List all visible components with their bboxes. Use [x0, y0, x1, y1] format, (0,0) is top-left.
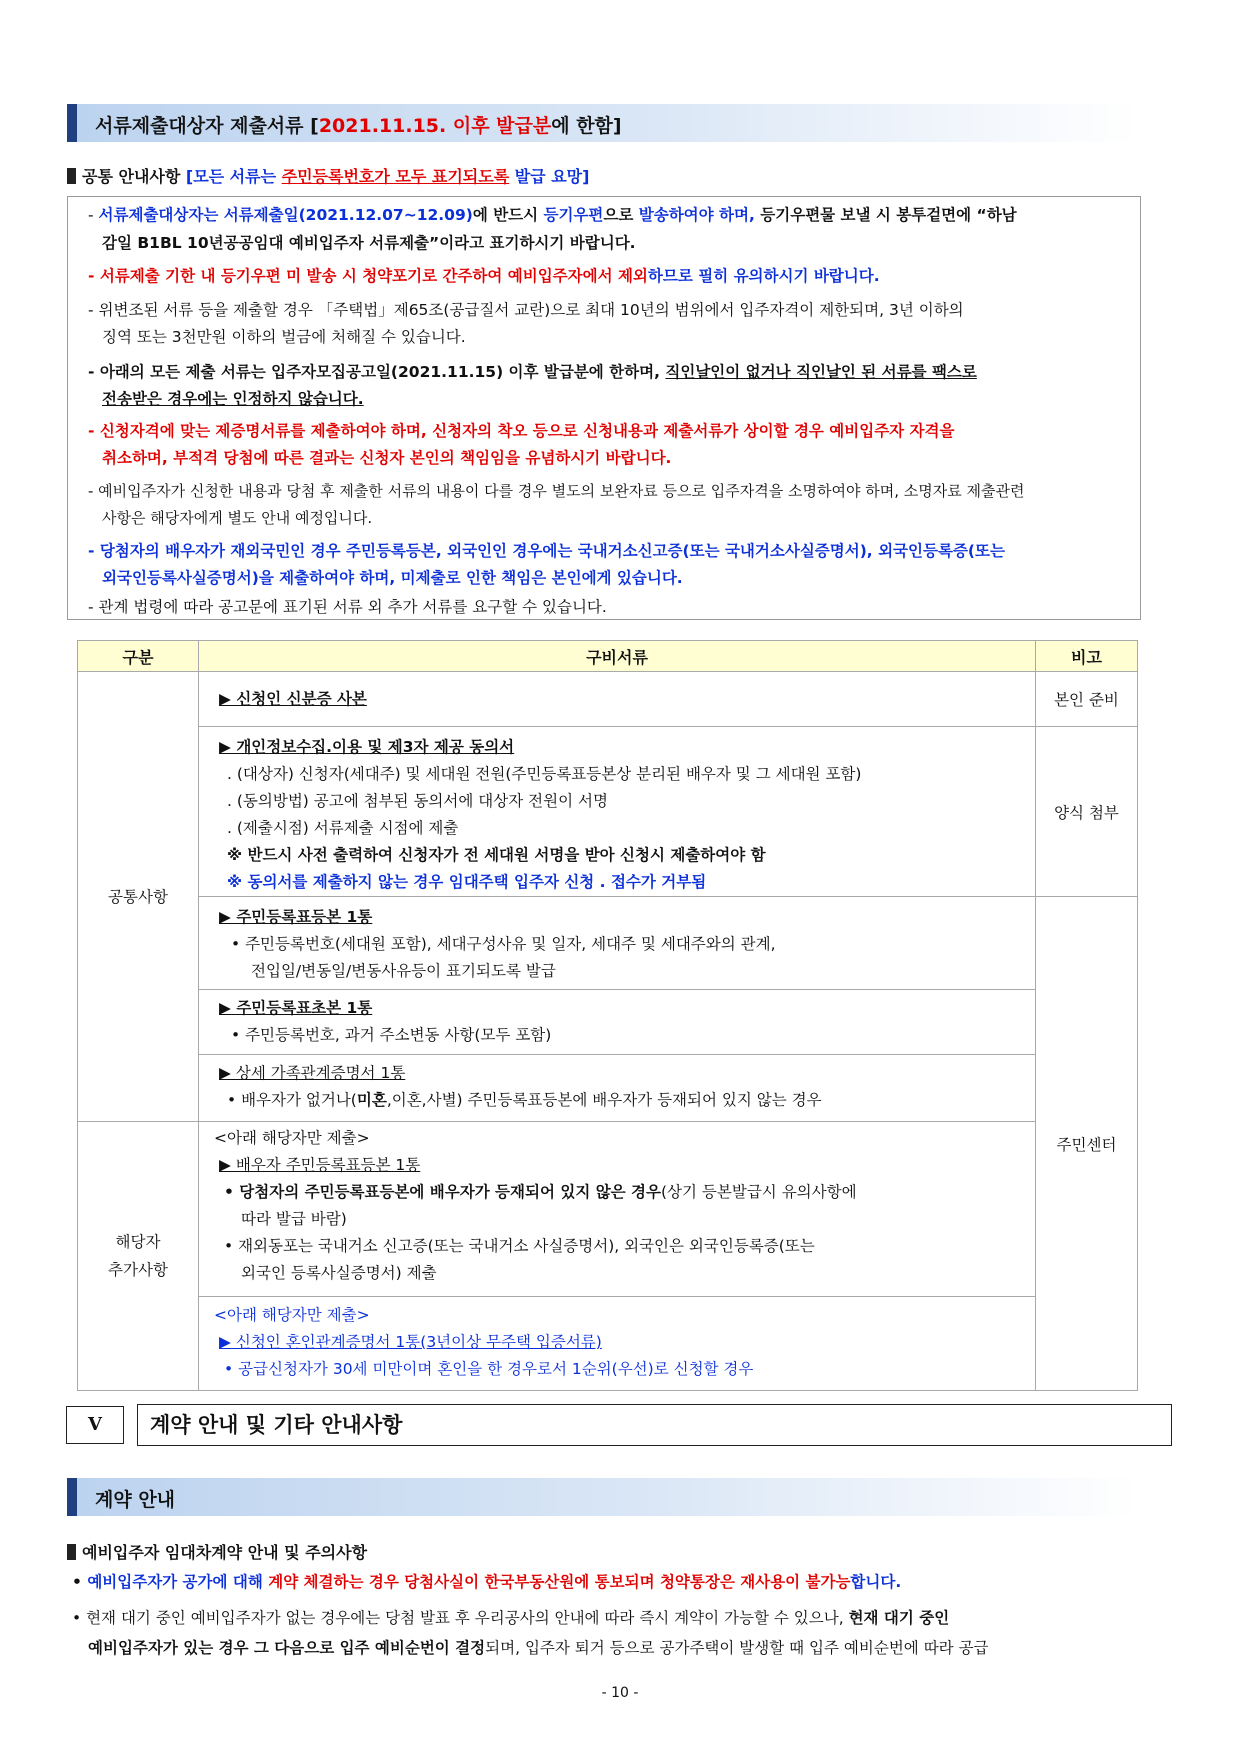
- square-bullet-icon: [67, 168, 76, 184]
- notice-line-4: - 아래의 모든 제출 서류는 입주자모집공고일(2021.11.15) 이후 발급분에 한하며, 직인날인이 없거나 직인날인 된 서류를 팩스로: [88, 363, 977, 381]
- doc-line: • 주민등록번호(세대원 포함), 세대구성사유 및 일자, 세대주 및 세대주와의 관계,: [231, 935, 776, 953]
- note-form-attached: 양식 첨부: [1036, 727, 1138, 897]
- contract-bullet-2b: 예비입주자가 있는 경우 그 다음으로 입주 예비순번이 결정되며, 입주자 퇴거 등으로 공가주택이 발생할 때 입주 예비순번에 따라 공급: [88, 1639, 989, 1657]
- category-extra-line-2: 추가사항: [108, 1261, 168, 1279]
- category-extra: [78, 1122, 199, 1391]
- notice-box: [67, 196, 1141, 620]
- section-heading-documents: [67, 104, 1140, 142]
- section-title: 서류제출대상자 제출서류 [2021.11.15. 이후 발급분에 한함]: [95, 115, 622, 137]
- note-self-prepare: 본인 준비: [1036, 672, 1138, 727]
- doc-warning: ※ 동의서를 제출하지 않는 경우 임대주택 입주자 신청 . 접수가 거부됨: [227, 873, 707, 891]
- notice-line-1b: 감일 B1BL 10년공공임대 예비입주자 서류제출”이라고 표기하시기 바랍니다.: [102, 234, 636, 252]
- doc-title: ▶ 배우자 주민등록표등본 1통: [219, 1156, 421, 1174]
- doc-line: 따라 발급 바람): [241, 1210, 347, 1228]
- notice-line-7b: 외국인등록사실증명서)을 제출하여야 하며, 미제출로 인한 책임은 본인에게 있습니다.: [102, 569, 683, 587]
- row-consent-form: [199, 727, 1036, 897]
- row-id-copy: [199, 672, 1036, 727]
- doc-title: ▶ 신청인 혼인관계증명서 1통(3년이상 무주택 입증서류): [219, 1333, 602, 1351]
- notice-line-3b: 징역 또는 3천만원 이하의 벌금에 처해질 수 있습니다.: [102, 328, 466, 346]
- note-community-center: 주민센터: [1036, 897, 1138, 1391]
- doc-warning: ※ 반드시 사전 출력하여 신청자가 전 세대원 서명을 받아 신청시 제출하여야 함: [227, 846, 766, 864]
- notice-line-7: - 당첨자의 배우자가 재외국민인 경우 주민등록등본, 외국인인 경우에는 국내거소신고증(또는 국내거소사실증명서), 외국인등록증(또는: [88, 542, 1005, 560]
- doc-line: • 공급신청자가 30세 미만이며 혼인을 한 경우로서 1순위(우선)로 신청할 경우: [224, 1360, 754, 1378]
- contract-heading-title: 계약 안내: [95, 1489, 176, 1511]
- row-spouse-register: [199, 1122, 1036, 1297]
- doc-line: 외국인 등록사실증명서) 제출: [241, 1264, 437, 1282]
- header-note: 비고: [1036, 641, 1138, 672]
- doc-title: ▶ 상세 가족관계증명서 1통: [219, 1064, 406, 1082]
- doc-line: • 재외동포는 국내거소 신고증(또는 국내거소 사실증명서), 외국인은 외국인등록증(또는: [224, 1237, 815, 1255]
- header-category: 구분: [78, 641, 199, 672]
- doc-title: ▶ 주민등록표초본 1통: [219, 999, 373, 1017]
- category-common: 공통사항: [78, 672, 199, 1122]
- doc-line: • 주민등록번호, 과거 주소변동 사항(모두 포함): [231, 1026, 552, 1044]
- doc-line: 전입일/변동일/변동사유등이 표기되도록 발급: [251, 962, 556, 980]
- category-extra-line-1: 해당자: [115, 1233, 161, 1251]
- doc-title: ▶ 신청인 신분증 사본: [219, 689, 367, 708]
- doc-line: • 배우자가 없거나(미혼,이혼,사별) 주민등록표등본에 배우자가 등재되어 있지 않는 경우: [227, 1091, 822, 1109]
- doc-title: ▶ 개인정보수집.이용 및 제3자 제공 동의서: [219, 738, 515, 756]
- doc-intro: <아래 해당자만 제출>: [214, 1306, 370, 1324]
- square-bullet-icon: [67, 1544, 76, 1560]
- notice-line-6: - 예비입주자가 신청한 내용과 당첨 후 제출한 서류의 내용이 다를 경우 별도의 보완자료 등으로 입주자격을 소명하여야 하며, 소명자료 제출관련: [88, 482, 1025, 500]
- row-resident-register: [199, 897, 1036, 990]
- notice-line-8: - 관계 법령에 따라 공고문에 표기된 서류 외 추가 서류를 요구할 수 있습니다.: [88, 598, 607, 616]
- common-notice-heading: 공통 안내사항 [모든 서류는 주민등록번호가 모두 표기되도록 발급 요망]: [67, 164, 589, 187]
- notice-line-2: - 서류제출 기한 내 등기우편 미 발송 시 청약포기로 간주하여 예비입주자에서 제외하므로 필히 유의하시기 바랍니다.: [88, 267, 880, 285]
- row-marriage-relation: [199, 1297, 1036, 1391]
- doc-line: • 당첨자의 주민등록표등본에 배우자가 등재되어 있지 않은 경우(상기 등본발급시 유의사항에: [224, 1183, 857, 1201]
- page-number: - 10 -: [601, 1685, 639, 1701]
- header-documents: 구비서류: [199, 641, 1036, 672]
- doc-line: . (동의방법) 공고에 첨부된 동의서에 대상자 전원이 서명: [227, 792, 608, 810]
- notice-line-5: - 신청자격에 맞는 제증명서류를 제출하여야 하며, 신청자의 착오 등으로 신청내용과 제출서류가 상이할 경우 예비입주자 자격을: [88, 422, 955, 440]
- doc-line: . (제출시점) 서류제출 시점에 제출: [227, 819, 459, 837]
- doc-title: ▶ 주민등록표등본 1통: [219, 908, 373, 926]
- notice-line-1: - 서류제출대상자는 서류제출일(2021.12.07~12.09)에 반드시 등기우편으로 발송하여야 하며, 등기우편물 보낼 시 봉투겉면에 “하남: [88, 206, 1017, 224]
- notice-line-5b: 취소하며, 부적격 당첨에 따른 결과는 신청자 본인의 책임임을 유념하시기 바랍니다.: [102, 449, 672, 467]
- contract-bullet-2: • 현재 대기 중인 예비입주자가 없는 경우에는 당첨 발표 후 우리공사의 안내에 따라 즉시 계약이 가능할 수 있으나, 현재 대기 중인: [72, 1609, 950, 1627]
- documents-table: [77, 640, 1138, 1391]
- notice-line-4b: 전송받은 경우에는 인정하지 않습니다.: [102, 390, 364, 408]
- doc-intro: <아래 해당자만 제출>: [214, 1129, 370, 1147]
- doc-line: . (대상자) 신청자(세대주) 및 세대원 전원(주민등록표등본상 분리된 배우자 및 그 세대원 포함): [227, 765, 862, 783]
- row-resident-abstract: [199, 990, 1036, 1055]
- section-number: V: [66, 1406, 124, 1444]
- contract-subheading: 예비입주자 임대차계약 안내 및 주의사항: [67, 1540, 367, 1563]
- section-heading-contract: [67, 1478, 1140, 1516]
- row-family-relation: [199, 1055, 1036, 1122]
- notice-line-6b: 사항은 해당자에게 별도 안내 예정입니다.: [102, 509, 373, 527]
- notice-line-3: - 위변조된 서류 등을 제출할 경우 「주택법」제65조(공급질서 교란)으로 최대 10년의 범위에서 입주자격이 제한되며, 3년 이하의: [88, 301, 964, 319]
- contract-bullet-1: • 예비입주자가 공가에 대해 계약 체결하는 경우 당첨사실이 한국부동산원에 통보되며 청약통장은 재사용이 불가능합니다.: [72, 1573, 902, 1591]
- section-title-contract: 계약 안내 및 기타 안내사항: [137, 1404, 1172, 1446]
